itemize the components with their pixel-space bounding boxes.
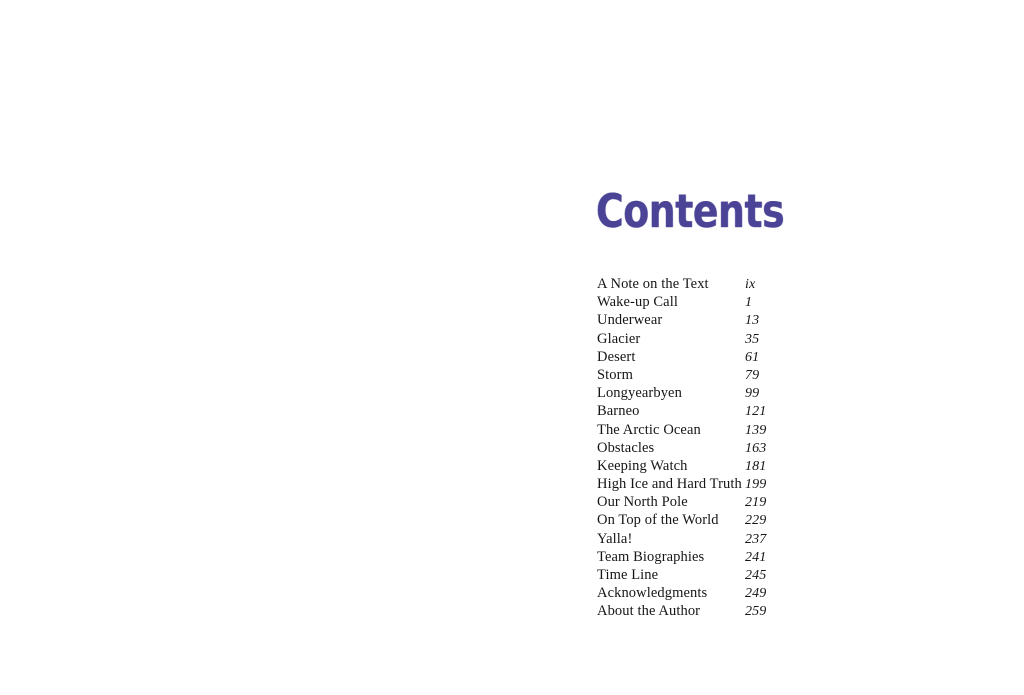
toc-entry-label: A Note on the Text bbox=[597, 276, 709, 292]
toc-entry-page-number: 139 bbox=[745, 422, 767, 438]
toc-entry-label: Yalla! bbox=[597, 530, 633, 547]
toc-entry-page-number: 35 bbox=[745, 331, 760, 347]
toc-entry-label: The Arctic Ocean bbox=[597, 421, 701, 438]
toc-entry-label: Desert bbox=[597, 348, 636, 365]
toc-entry-page-number: ix bbox=[745, 277, 756, 292]
toc-entry[interactable] bbox=[597, 512, 857, 530]
toc-entry-page-number: 249 bbox=[745, 586, 767, 602]
toc-entry-page-number: 199 bbox=[745, 477, 767, 493]
toc-entry[interactable] bbox=[597, 276, 857, 294]
toc-entry[interactable] bbox=[597, 567, 857, 585]
toc-entry[interactable] bbox=[597, 422, 857, 440]
toc-entry-page-number: 259 bbox=[745, 604, 767, 620]
page-title: Contents bbox=[596, 184, 785, 238]
toc-entry-label: Our North Pole bbox=[597, 494, 688, 511]
toc-entry-label: Underwear bbox=[597, 312, 663, 329]
toc-entry-page-number: 1 bbox=[745, 295, 753, 311]
toc-entry-page-number: 163 bbox=[745, 440, 767, 456]
toc-entry[interactable] bbox=[597, 294, 857, 312]
toc-entry-label: High Ice and Hard Truth bbox=[597, 476, 742, 493]
toc-entry[interactable] bbox=[597, 312, 857, 330]
toc-entry[interactable] bbox=[597, 458, 857, 476]
toc-entry-label: Team Biographies bbox=[597, 548, 705, 565]
toc-entry-page-number: 241 bbox=[745, 549, 767, 565]
toc-entry-page-number: 219 bbox=[745, 495, 767, 511]
toc-entry-label: Keeping Watch bbox=[597, 457, 688, 474]
table-of-contents bbox=[597, 276, 857, 622]
toc-entry[interactable] bbox=[597, 476, 857, 494]
toc-entry-page-number: 61 bbox=[745, 349, 760, 365]
toc-entry[interactable] bbox=[597, 403, 857, 421]
toc-entry[interactable] bbox=[597, 585, 857, 603]
toc-entry-label: Acknowledgments bbox=[597, 585, 708, 602]
toc-entry-page-number: 245 bbox=[745, 568, 767, 583]
toc-entry-page-number: 13 bbox=[745, 313, 760, 329]
toc-entry[interactable] bbox=[597, 349, 857, 367]
toc-entry-label: Barneo bbox=[597, 403, 640, 420]
toc-entry-label: Longyearbyen bbox=[597, 385, 682, 402]
toc-entry-label: On Top of the World bbox=[597, 512, 719, 529]
toc-entry[interactable] bbox=[597, 331, 857, 349]
toc-entry-label: Storm bbox=[597, 366, 633, 383]
toc-entry[interactable] bbox=[597, 440, 857, 458]
toc-entry-label: About the Author bbox=[597, 603, 701, 620]
toc-entry[interactable] bbox=[597, 531, 857, 549]
toc-entry[interactable] bbox=[597, 603, 857, 621]
toc-entry-page-number: 181 bbox=[745, 458, 767, 474]
toc-entry[interactable] bbox=[597, 494, 857, 512]
toc-entry-page-number: 121 bbox=[745, 404, 767, 420]
toc-entry-page-number: 79 bbox=[745, 367, 760, 383]
toc-entry-label: Obstacles bbox=[597, 439, 655, 456]
toc-entry-label: Glacier bbox=[597, 330, 641, 347]
toc-entry-page-number: 229 bbox=[745, 513, 767, 529]
toc-entry-label: Time Line bbox=[597, 567, 659, 583]
toc-entry-page-number: 237 bbox=[745, 531, 767, 547]
toc-entry[interactable] bbox=[597, 367, 857, 385]
toc-entry-page-number: 99 bbox=[745, 386, 760, 402]
toc-entry-label: Wake-up Call bbox=[597, 294, 678, 311]
toc-entry[interactable] bbox=[597, 385, 857, 403]
toc-entry[interactable] bbox=[597, 549, 857, 567]
